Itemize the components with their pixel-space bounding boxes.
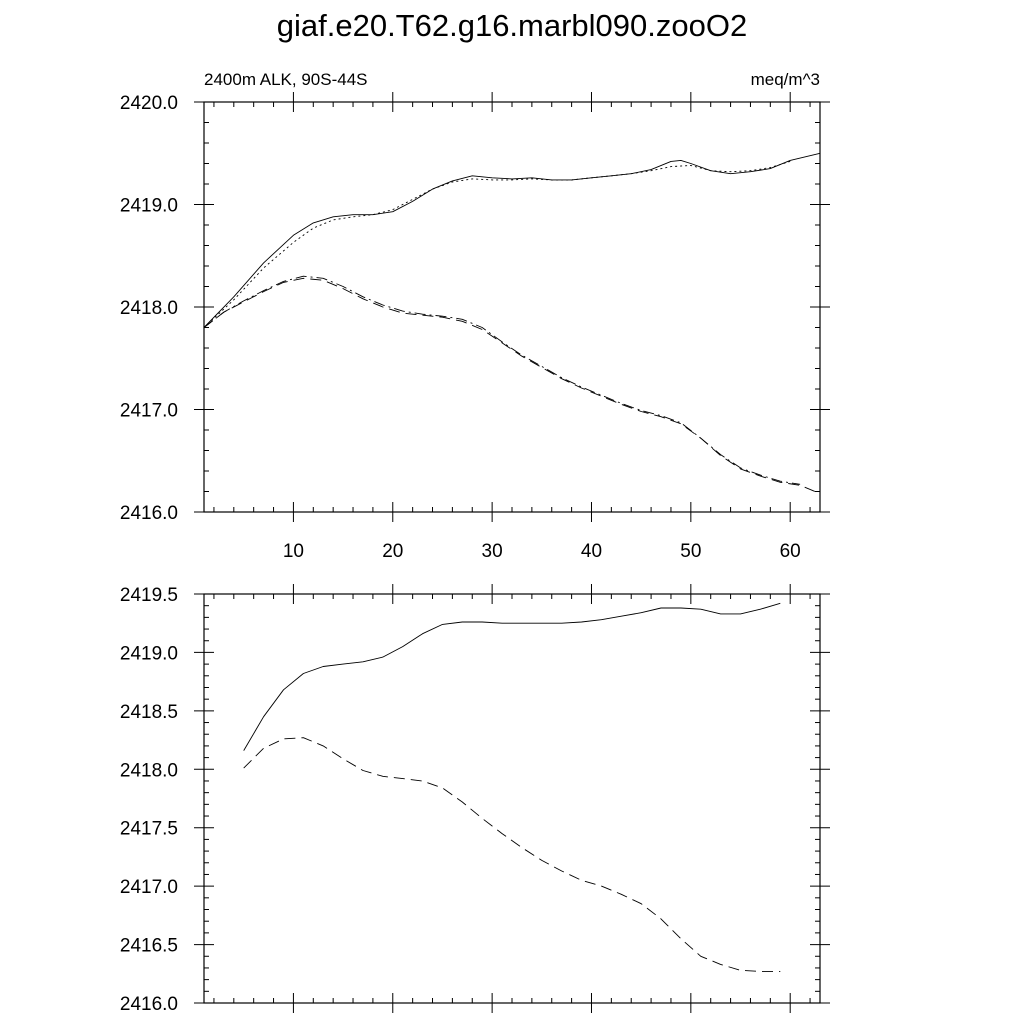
y-tick-label: 2419.5 <box>119 585 178 606</box>
series-line-dashed <box>244 738 781 972</box>
y-tick-label: 2416.0 <box>119 994 178 1015</box>
y-tick-label: 2418.0 <box>119 298 178 319</box>
panel-bottom <box>120 584 830 1015</box>
x-tick-label: 50 <box>680 541 702 562</box>
plot-frame <box>204 594 820 1003</box>
series-line-solid <box>244 603 781 750</box>
x-tick-label: 30 <box>481 541 503 562</box>
series-line-dashdot <box>204 276 800 484</box>
y-tick-label: 2419.0 <box>119 195 178 217</box>
panel-left-label: 2400m ALK, 90S-44S <box>204 70 368 89</box>
series-line-solid <box>204 153 820 327</box>
panel-top <box>120 70 830 562</box>
y-tick-label: 2417.0 <box>119 877 178 899</box>
x-tick-label: 60 <box>779 541 801 562</box>
x-tick-label: 20 <box>382 541 404 562</box>
y-tick-label: 2416.0 <box>119 503 178 524</box>
x-tick-label: 10 <box>282 541 304 562</box>
y-tick-label: 2419.0 <box>119 643 178 665</box>
y-tick-label: 2416.5 <box>119 935 178 957</box>
y-tick-label: 2418.5 <box>119 701 178 723</box>
page-title: giaf.e20.T62.g16.marbl090.zooO2 <box>276 8 748 43</box>
y-tick-label: 2420.0 <box>119 93 178 114</box>
y-tick-label: 2417.0 <box>119 400 178 422</box>
y-tick-label: 2417.5 <box>119 818 178 840</box>
x-tick-label: 40 <box>580 541 603 562</box>
series-line-dotted <box>204 161 790 327</box>
panel-right-label: meq/m^3 <box>750 70 820 89</box>
series-line-dashed <box>204 278 820 493</box>
y-tick-label: 2418.0 <box>119 760 178 782</box>
plot-frame <box>204 102 820 512</box>
